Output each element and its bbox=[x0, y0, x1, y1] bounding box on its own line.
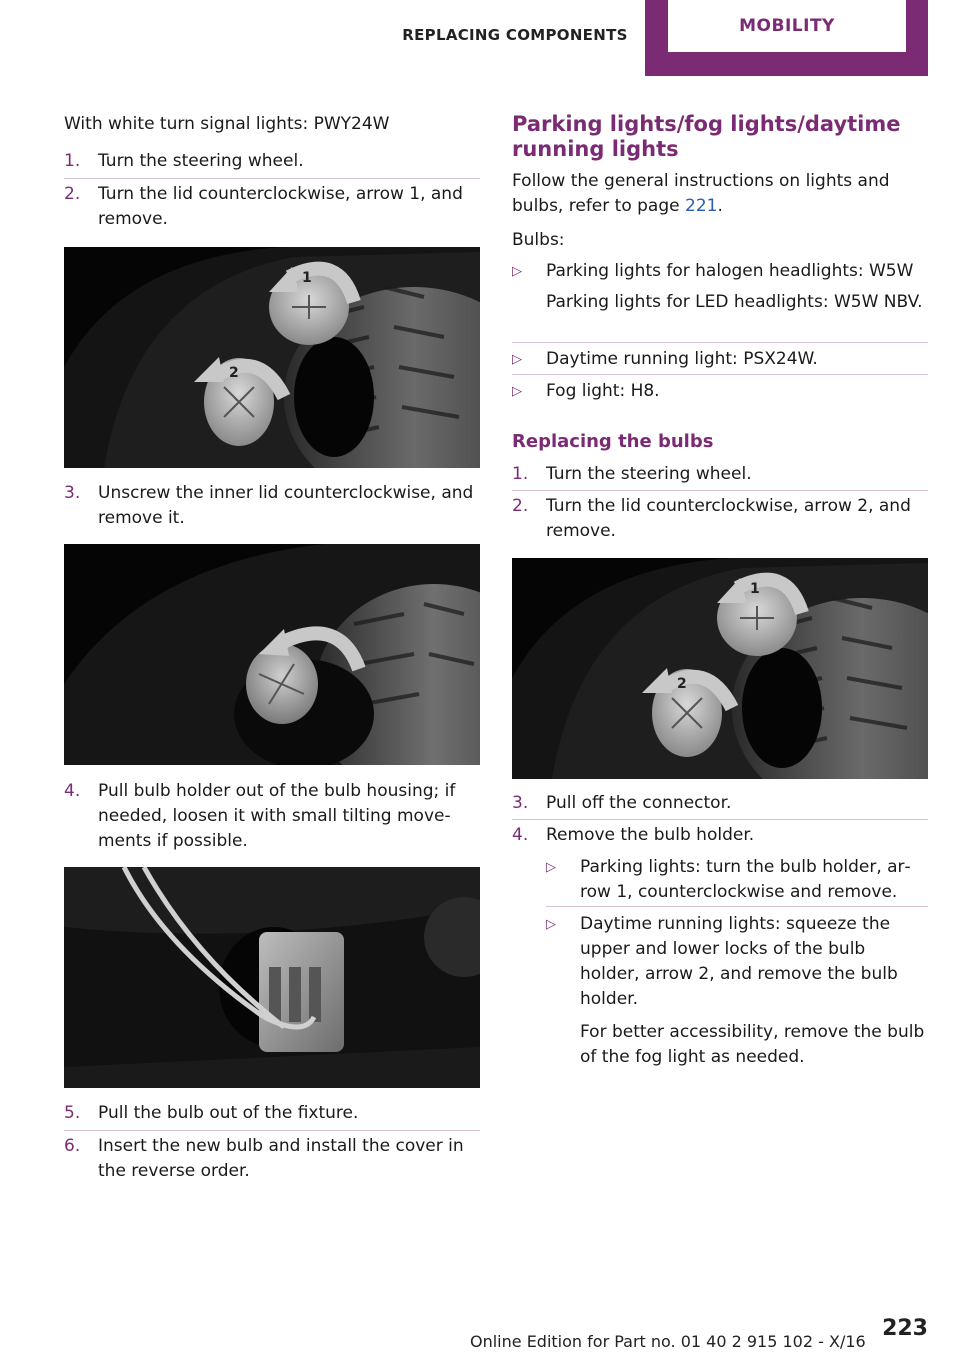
substep-text: Daytime running lights: squeeze the upper and lower locks of the bulb holder, arrow 2, and remove the bulb holder. bbox=[580, 914, 898, 1009]
step-text: Pull bulb holder out of the bulb housing; if needed, loosen it with small tilting move‐ ments if possible. bbox=[98, 781, 456, 851]
page-number: 223 bbox=[882, 1316, 928, 1341]
divider bbox=[512, 342, 928, 343]
bulb-text: Fog light: H8. bbox=[546, 381, 660, 401]
divider bbox=[64, 1130, 480, 1131]
arrow-1-label: 1 bbox=[750, 581, 760, 597]
substep-note-text: For better accessibility, remove the bulb of the fog light as needed. bbox=[580, 1022, 925, 1067]
figure-bulb-holder bbox=[64, 867, 480, 1088]
step-text: Unscrew the inner lid counterclockwise, and remove it. bbox=[98, 483, 474, 528]
step-text: Turn the lid counterclockwise, arrow 2, and remove. bbox=[546, 496, 911, 541]
intro-paragraph bbox=[512, 169, 928, 219]
chapter-tab-label: MOBILITY bbox=[668, 0, 906, 52]
divider bbox=[546, 906, 928, 907]
bulbs-label: Bulbs: bbox=[512, 230, 565, 250]
divider bbox=[64, 178, 480, 179]
figure-lid-removal bbox=[64, 247, 480, 468]
step-text: Turn the steering wheel. bbox=[546, 464, 752, 484]
chapter-tab bbox=[645, 0, 928, 76]
intro-end: . bbox=[717, 196, 723, 216]
arrow-2-label: 2 bbox=[677, 676, 687, 692]
step-text: Pull off the connector. bbox=[546, 793, 732, 813]
page-reference-link[interactable]: 221 bbox=[685, 196, 718, 216]
bullet-triangle-icon: ▷ bbox=[512, 264, 522, 279]
subheading-replacing-bulbs: Replacing the bulbs bbox=[512, 431, 714, 452]
step-number: 4. bbox=[64, 781, 81, 801]
running-header-section: REPLACING COMPONENTS bbox=[402, 26, 628, 44]
step-text: Turn the steering wheel. bbox=[98, 151, 304, 171]
step-number: 2. bbox=[512, 496, 529, 516]
step-text: Insert the new bulb and install the cover in the reverse order. bbox=[98, 1136, 464, 1181]
bulb-text: Parking lights for halogen headlights: W5W bbox=[546, 261, 914, 281]
footer-edition: Online Edition for Part no. 01 40 2 915 102 - X/16 bbox=[470, 1332, 866, 1351]
section-heading: Parking lights/fog lights/daytime running lights bbox=[512, 112, 901, 161]
step-number: 1. bbox=[64, 151, 81, 171]
bullet-triangle-icon: ▷ bbox=[546, 917, 556, 932]
figure-inner-lid bbox=[64, 544, 480, 765]
bulb-subtext: Parking lights for LED headlights: W5W NBV. bbox=[546, 292, 923, 312]
step-number: 1. bbox=[512, 464, 529, 484]
divider bbox=[512, 819, 928, 820]
bullet-triangle-icon: ▷ bbox=[512, 352, 522, 367]
step-number: 4. bbox=[512, 825, 529, 845]
step-number: 3. bbox=[64, 483, 81, 503]
arrow-1-label: 1 bbox=[302, 270, 312, 286]
figure-lid-removal-fog bbox=[512, 558, 928, 779]
arrow-2-label: 2 bbox=[229, 365, 239, 381]
step-text: Pull the bulb out of the fixture. bbox=[98, 1103, 359, 1123]
intro-text: With white turn signal lights: PWY24W bbox=[64, 114, 390, 134]
step-number: 3. bbox=[512, 793, 529, 813]
step-number: 6. bbox=[64, 1136, 81, 1156]
step-number: 5. bbox=[64, 1103, 81, 1123]
bullet-triangle-icon: ▷ bbox=[546, 860, 556, 875]
bulb-text: Daytime running light: PSX24W. bbox=[546, 349, 818, 369]
bullet-triangle-icon: ▷ bbox=[512, 384, 522, 399]
divider bbox=[512, 374, 928, 375]
substep-text: Parking lights: turn the bulb holder, ar‐ row 1, counterclockwise and remove. bbox=[580, 857, 911, 902]
step-text: Remove the bulb holder. bbox=[546, 825, 755, 845]
step-number: 2. bbox=[64, 184, 81, 204]
step-text: Turn the lid counterclockwise, arrow 1, and remove. bbox=[98, 184, 463, 229]
intro-text: Follow the general instructions on lights and bulbs, refer to page bbox=[512, 171, 890, 216]
divider bbox=[512, 490, 928, 491]
